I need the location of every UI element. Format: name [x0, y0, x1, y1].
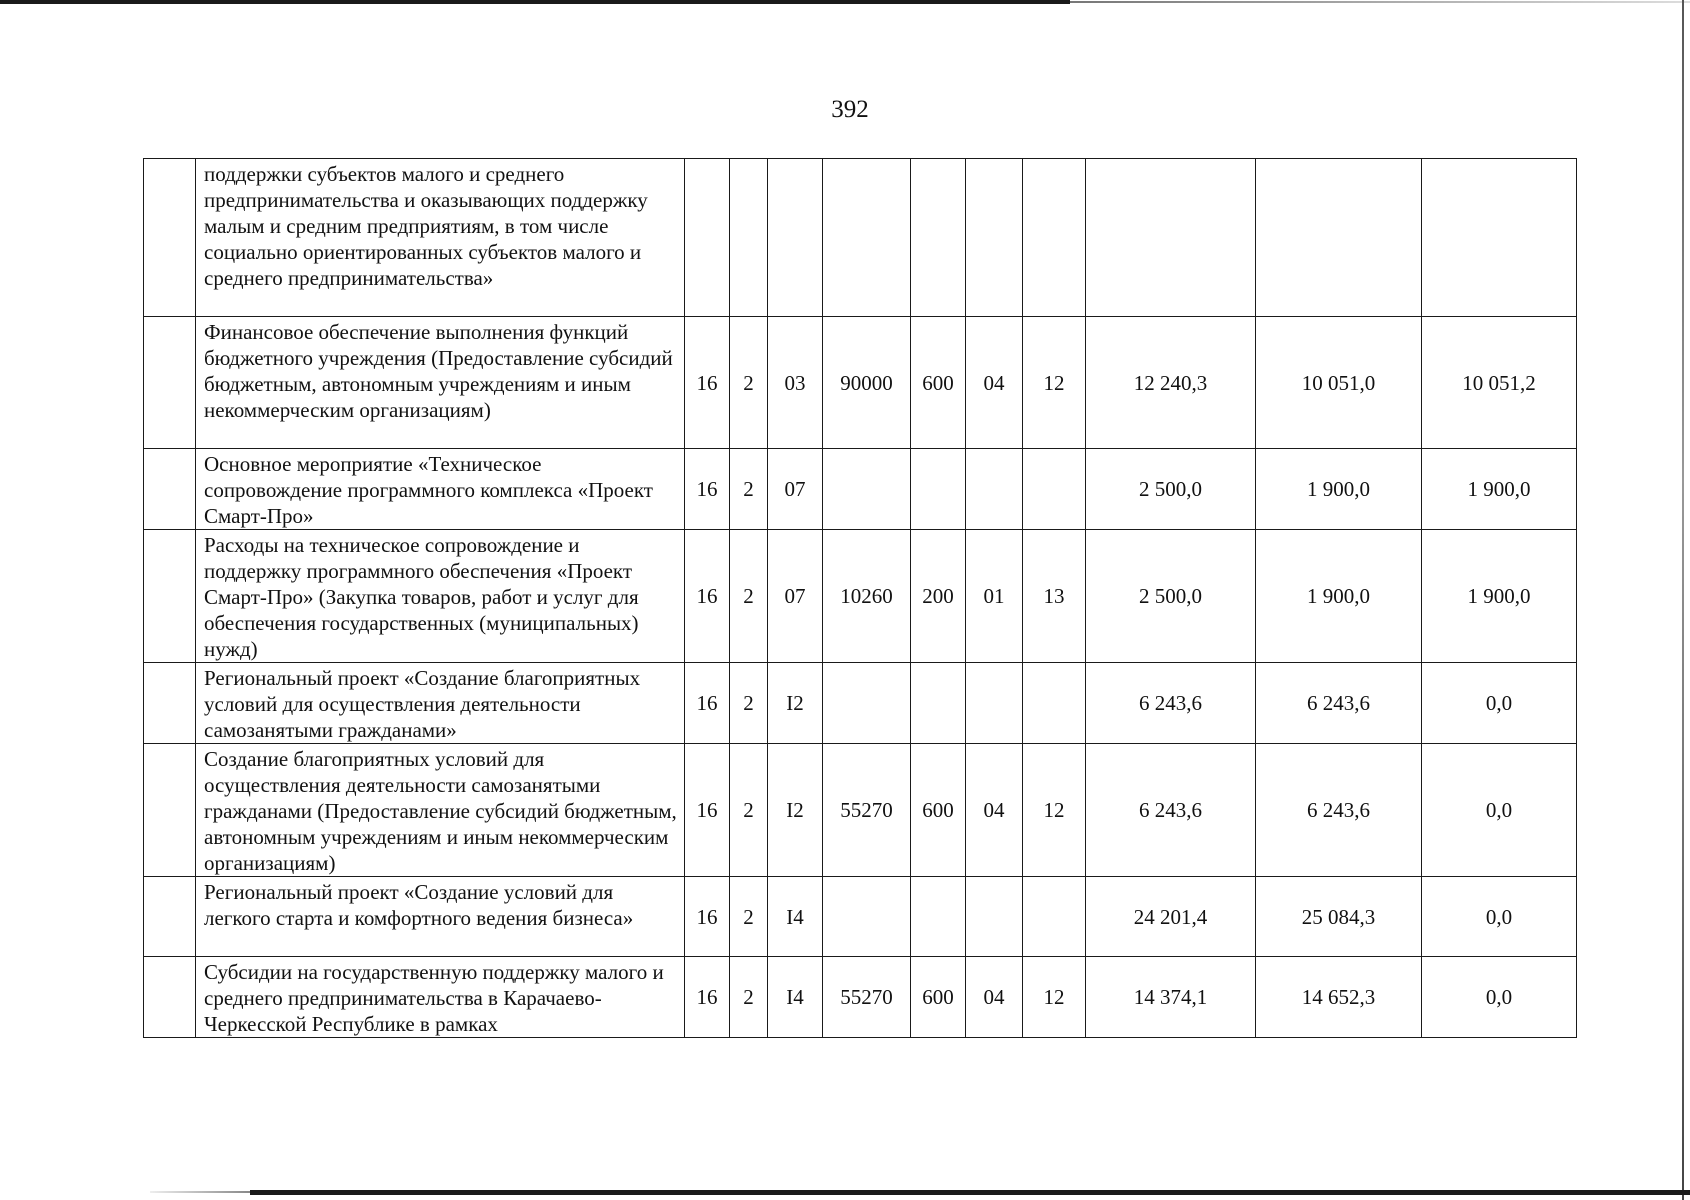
code-cell-3	[768, 159, 823, 317]
code-cell-5: 600	[911, 744, 966, 877]
code-cell-3: 03	[768, 317, 823, 449]
amount-cell-3: 10 051,2	[1422, 317, 1577, 449]
scan-edge-top-fade	[1070, 1, 1690, 3]
amount-cell-1: 14 374,1	[1086, 957, 1256, 1038]
code-cell-6	[966, 449, 1023, 530]
code-cell-2: 2	[730, 663, 768, 744]
table-row	[144, 449, 1577, 530]
table-row	[144, 663, 1577, 744]
code-cell-1	[685, 159, 730, 317]
table-row	[144, 317, 1577, 449]
item-name-cell: Финансовое обеспечение выполнения функций бюджетного учреждения (Предоставление субсидий бюджетным, автономным учреждениям и иным некоммерческим организациям)	[196, 317, 685, 449]
code-cell-7	[1023, 159, 1086, 317]
code-cell-4: 55270	[823, 957, 911, 1038]
code-cell-2: 2	[730, 744, 768, 877]
code-cell-4	[823, 159, 911, 317]
code-cell-3: I2	[768, 663, 823, 744]
code-cell-1: 16	[685, 744, 730, 877]
code-cell-1: 16	[685, 877, 730, 957]
code-cell-6	[966, 877, 1023, 957]
table-row	[144, 159, 1577, 317]
table-row	[144, 877, 1577, 957]
amount-cell-1: 24 201,4	[1086, 877, 1256, 957]
code-cell-2: 2	[730, 317, 768, 449]
code-cell-7	[1023, 449, 1086, 530]
amount-cell-2: 6 243,6	[1256, 744, 1422, 877]
item-name-cell: Региональный проект «Создание условий для легкого старта и комфортного ведения бизнеса»	[196, 877, 685, 957]
page-number: 392	[831, 96, 869, 123]
code-cell-4: 90000	[823, 317, 911, 449]
row-number-cell	[144, 957, 196, 1038]
amount-cell-2: 25 084,3	[1256, 877, 1422, 957]
scan-edge-bottom-fade	[150, 1191, 250, 1193]
row-number-cell	[144, 663, 196, 744]
code-cell-4: 55270	[823, 744, 911, 877]
code-cell-6: 04	[966, 957, 1023, 1038]
scan-edge-bottom	[250, 1190, 1690, 1195]
item-name-cell: Субсидии на государственную поддержку малого и среднего предпринимательства в Карачаево-Черкесской Республике в рамках	[196, 957, 685, 1038]
code-cell-6: 01	[966, 530, 1023, 663]
row-number-cell	[144, 877, 196, 957]
code-cell-3: 07	[768, 530, 823, 663]
code-cell-5: 600	[911, 317, 966, 449]
amount-cell-3: 0,0	[1422, 663, 1577, 744]
code-cell-4: 10260	[823, 530, 911, 663]
table-row	[144, 530, 1577, 663]
amount-cell-3: 1 900,0	[1422, 449, 1577, 530]
amount-cell-1: 6 243,6	[1086, 744, 1256, 877]
code-cell-7: 12	[1023, 957, 1086, 1038]
amount-cell-1: 2 500,0	[1086, 449, 1256, 530]
row-number-cell	[144, 744, 196, 877]
code-cell-2: 2	[730, 957, 768, 1038]
code-cell-7: 13	[1023, 530, 1086, 663]
code-cell-1: 16	[685, 663, 730, 744]
code-cell-6: 04	[966, 744, 1023, 877]
code-cell-2	[730, 159, 768, 317]
code-cell-5	[911, 159, 966, 317]
code-cell-5	[911, 877, 966, 957]
code-cell-7: 12	[1023, 744, 1086, 877]
scan-edge-top	[0, 0, 1070, 4]
amount-cell-2: 14 652,3	[1256, 957, 1422, 1038]
code-cell-1: 16	[685, 957, 730, 1038]
item-name-cell: поддержки субъектов малого и среднего предпринимательства и оказывающих поддержку малым и средним предприятиям, в том числе социально ориентированных субъектов малого и среднего предпринимательства»	[196, 159, 685, 317]
amount-cell-2: 1 900,0	[1256, 449, 1422, 530]
code-cell-4	[823, 877, 911, 957]
amount-cell-2: 1 900,0	[1256, 530, 1422, 663]
table-row	[144, 744, 1577, 877]
amount-cell-2: 6 243,6	[1256, 663, 1422, 744]
code-cell-3: I4	[768, 957, 823, 1038]
code-cell-5	[911, 449, 966, 530]
amount-cell-1	[1086, 159, 1256, 317]
item-name-cell: Основное мероприятие «Техническое сопровождение программного комплекса «Проект Смарт-Про»	[196, 449, 685, 530]
code-cell-4	[823, 663, 911, 744]
code-cell-2: 2	[730, 449, 768, 530]
amount-cell-3	[1422, 159, 1577, 317]
row-number-cell	[144, 530, 196, 663]
item-name-cell: Расходы на техническое сопровождение и поддержку программного обеспечения «Проект Смарт-Про» (Закупка товаров, работ и услуг для обеспечения государственных (муниципальных) нужд)	[196, 530, 685, 663]
amount-cell-3: 1 900,0	[1422, 530, 1577, 663]
row-number-cell	[144, 159, 196, 317]
code-cell-5	[911, 663, 966, 744]
code-cell-5: 200	[911, 530, 966, 663]
code-cell-2: 2	[730, 877, 768, 957]
code-cell-7: 12	[1023, 317, 1086, 449]
amount-cell-1: 12 240,3	[1086, 317, 1256, 449]
code-cell-2: 2	[730, 530, 768, 663]
row-number-cell	[144, 317, 196, 449]
amount-cell-2: 10 051,0	[1256, 317, 1422, 449]
budget-table	[143, 158, 1577, 1038]
code-cell-6	[966, 663, 1023, 744]
code-cell-3: I2	[768, 744, 823, 877]
code-cell-5: 600	[911, 957, 966, 1038]
code-cell-3: I4	[768, 877, 823, 957]
code-cell-3: 07	[768, 449, 823, 530]
amount-cell-1: 6 243,6	[1086, 663, 1256, 744]
amount-cell-1: 2 500,0	[1086, 530, 1256, 663]
scan-edge-right	[1682, 0, 1684, 1200]
row-number-cell	[144, 449, 196, 530]
code-cell-1: 16	[685, 530, 730, 663]
code-cell-1: 16	[685, 317, 730, 449]
item-name-cell: Создание благоприятных условий для осуществления деятельности самозанятыми гражданами (Предоставление субсидий бюджетным, автономным учреждениям и иным некоммерческим организациям)	[196, 744, 685, 877]
amount-cell-3: 0,0	[1422, 744, 1577, 877]
item-name-cell: Региональный проект «Создание благоприятных условий для осуществления деятельности самозанятыми гражданами»	[196, 663, 685, 744]
code-cell-7	[1023, 877, 1086, 957]
table-row	[144, 957, 1577, 1038]
code-cell-4	[823, 449, 911, 530]
amount-cell-2	[1256, 159, 1422, 317]
code-cell-6: 04	[966, 317, 1023, 449]
code-cell-7	[1023, 663, 1086, 744]
code-cell-6	[966, 159, 1023, 317]
code-cell-1: 16	[685, 449, 730, 530]
amount-cell-3: 0,0	[1422, 877, 1577, 957]
amount-cell-3: 0,0	[1422, 957, 1577, 1038]
